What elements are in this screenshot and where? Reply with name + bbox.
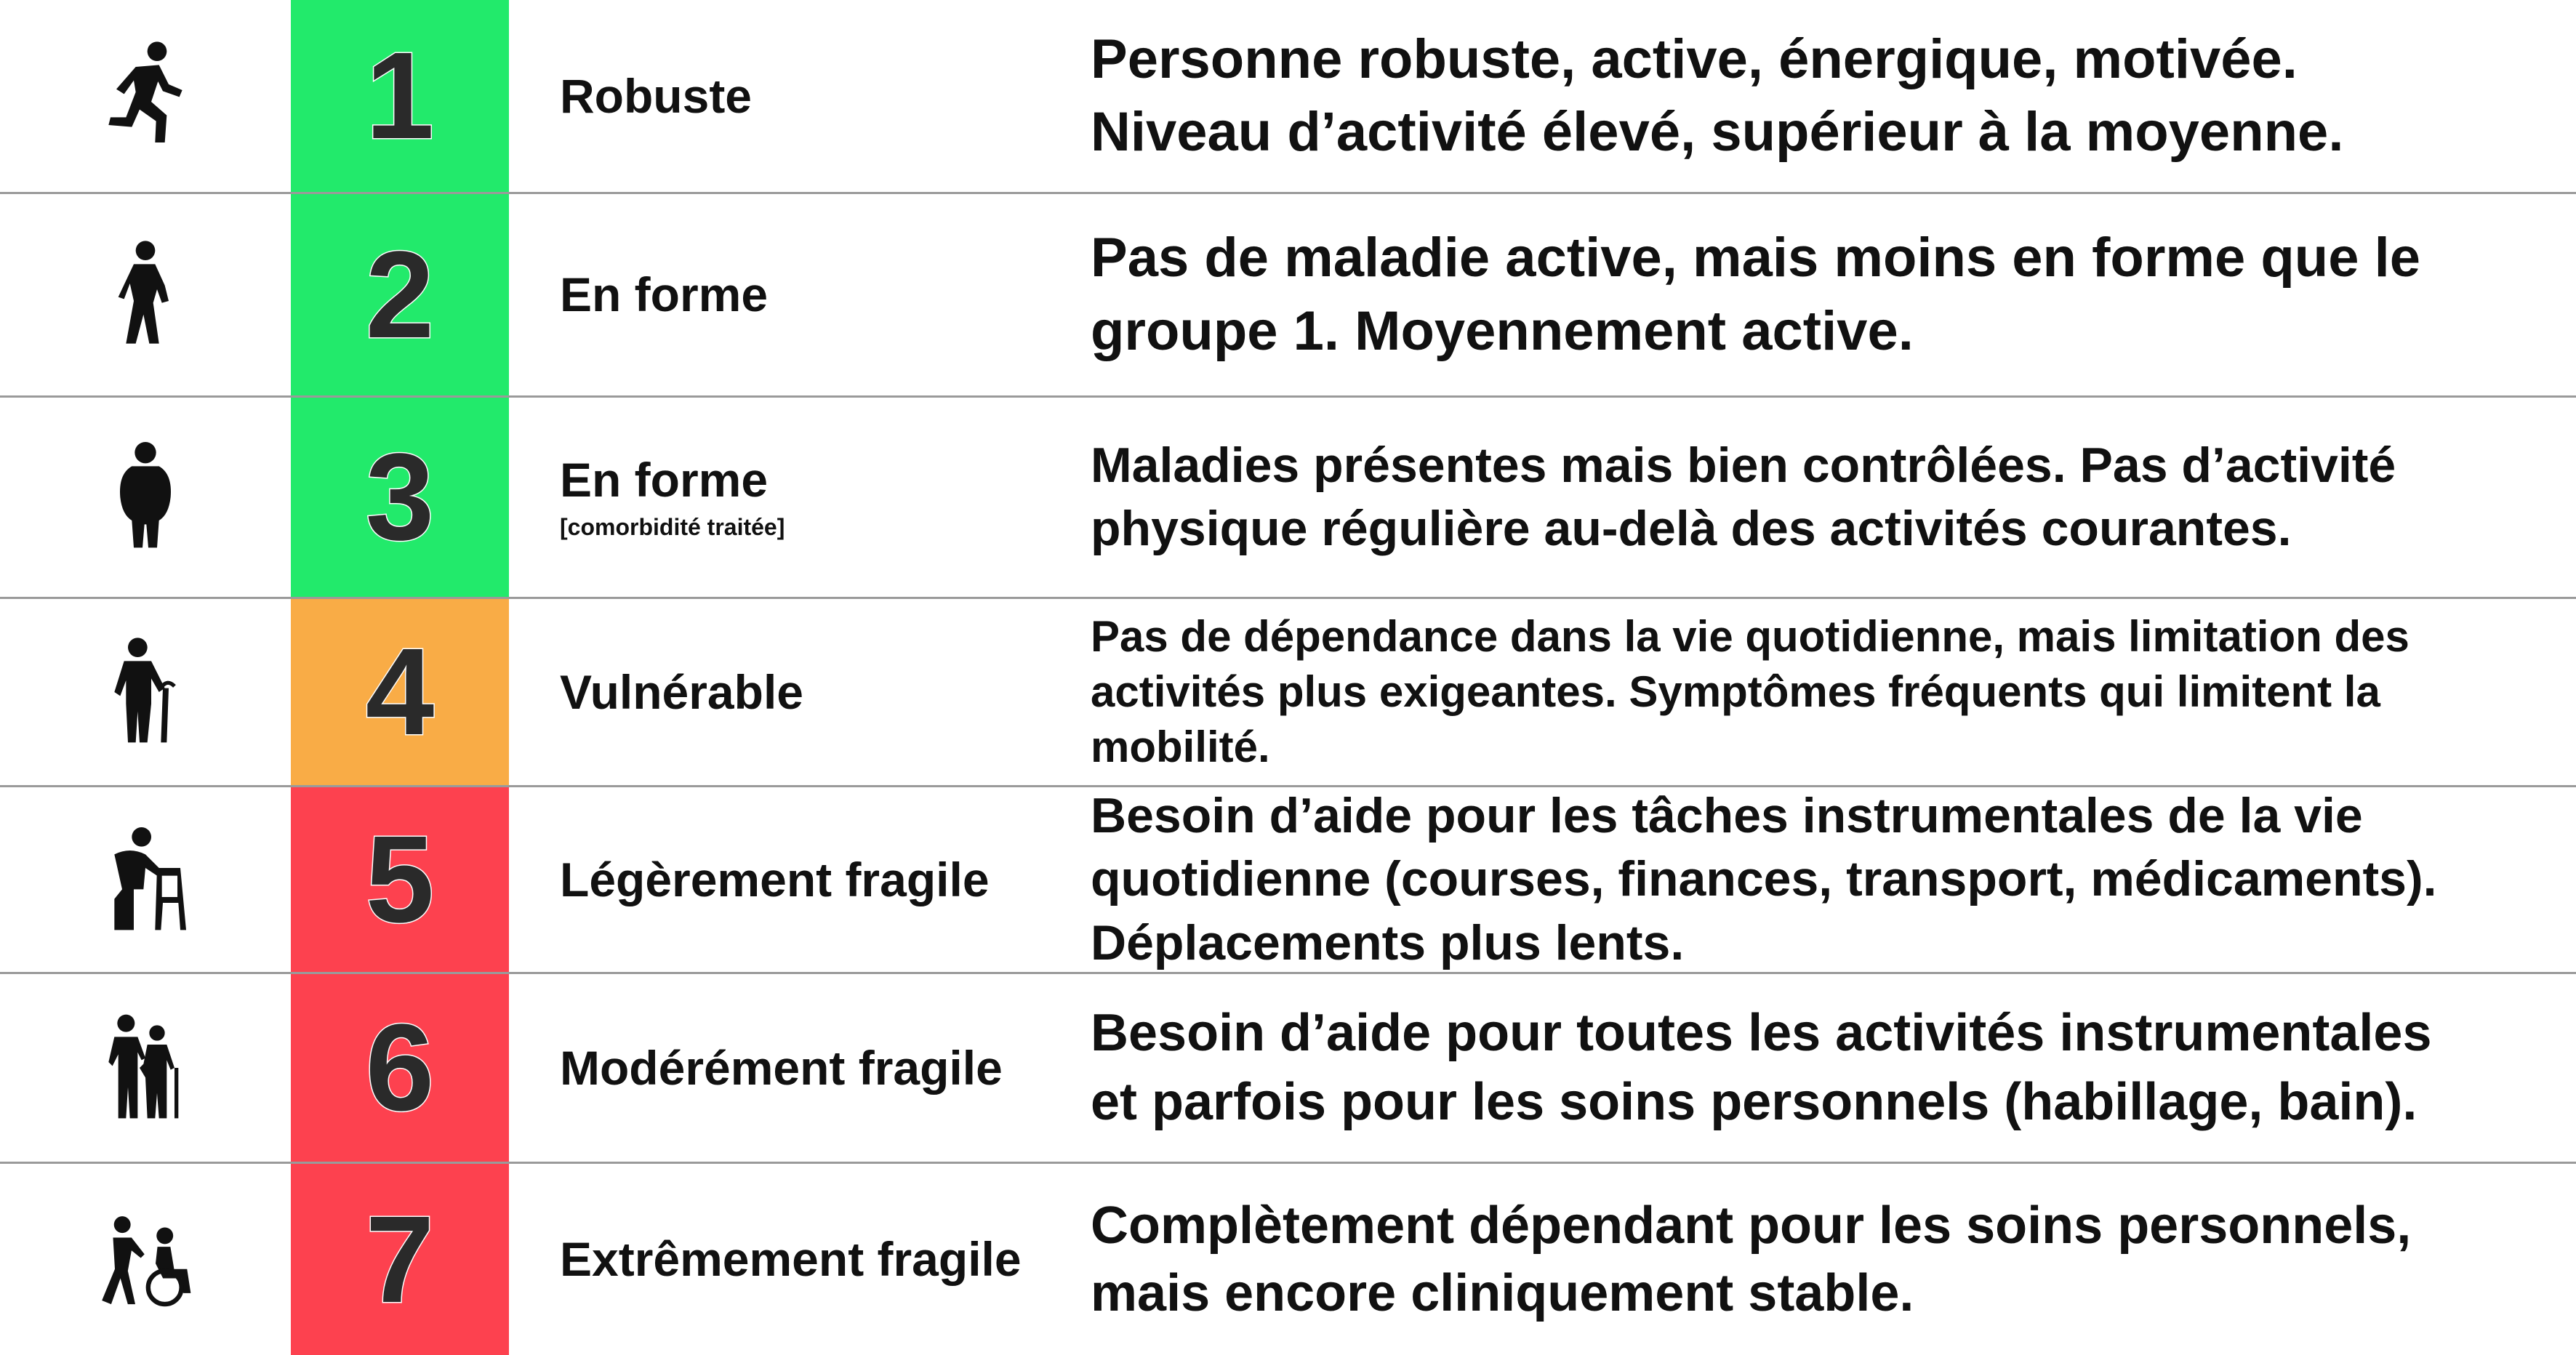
icon-cell — [0, 194, 291, 395]
level-number: 2 — [365, 225, 435, 364]
icon-cell — [0, 1164, 291, 1355]
level-number: 3 — [365, 428, 435, 566]
level-description: Pas de maladie active, mais moins en forme que le groupe 1. Moyennement active. — [1091, 227, 2420, 362]
wheelchair-pushed-icon — [95, 1202, 196, 1318]
level-description: Complètement dépendant pour les soins personnels, mais encore cliniquement stable. — [1091, 1197, 2412, 1322]
scale-row-5 — [0, 787, 2576, 972]
level-description: Besoin d’aide pour les tâches instrumentales de la vie quotidienne (courses, finances, transport, médicaments). Déplacements plus lents. — [1091, 788, 2437, 970]
level-description: Besoin d’aide pour toutes les activités instrumentales et parfois pour les soins personnels (habillage, bain). — [1091, 1003, 2432, 1131]
description-cell — [1091, 0, 2574, 192]
level-label: En forme — [560, 453, 769, 507]
scale-row-4 — [0, 599, 2576, 785]
icon-cell — [0, 398, 291, 597]
icon-cell — [0, 599, 291, 785]
label-cell — [560, 787, 1083, 972]
level-number: 7 — [365, 1190, 435, 1329]
level-number-cell — [291, 787, 509, 972]
scale-row-2 — [0, 194, 2576, 395]
label-cell — [560, 194, 1083, 395]
description-cell — [1091, 599, 2574, 785]
level-description: Personne robuste, active, énergique, motivée. Niveau d’activité élevé, supérieur à la moyenne. — [1091, 28, 2344, 163]
level-number: 1 — [365, 27, 435, 165]
assisted-walking-pair-icon — [95, 1010, 196, 1126]
description-cell — [1091, 398, 2574, 597]
level-description: Pas de dépendance dans la vie quotidienne, mais limitation des activités plus exigeantes. Symptômes fréquents qui limitent la mobilité. — [1091, 611, 2410, 772]
level-label: Légèrement fragile — [560, 852, 990, 906]
icon-cell — [0, 974, 291, 1162]
label-cell — [560, 1164, 1083, 1355]
running-person-icon — [95, 38, 196, 154]
label-cell — [560, 599, 1083, 785]
scale-row-1 — [0, 0, 2576, 192]
level-number-cell — [291, 599, 509, 785]
level-number-cell — [291, 194, 509, 395]
scale-row-7 — [0, 1164, 2576, 1355]
description-cell — [1091, 974, 2574, 1162]
person-with-walker-icon — [95, 821, 196, 938]
level-number: 5 — [365, 811, 435, 949]
level-label: Vulnérable — [560, 664, 803, 719]
label-cell — [560, 398, 1083, 597]
level-number: 6 — [365, 999, 435, 1137]
person-with-cane-icon — [95, 634, 196, 750]
icon-cell — [0, 787, 291, 972]
description-cell — [1091, 787, 2574, 972]
standing-heavy-person-icon — [95, 439, 196, 555]
description-cell — [1091, 1164, 2574, 1355]
level-label: Modérément fragile — [560, 1040, 1003, 1095]
level-number-cell — [291, 1164, 509, 1355]
scale-row-3 — [0, 398, 2576, 597]
level-number: 4 — [365, 623, 435, 761]
label-cell — [560, 974, 1083, 1162]
scale-row-6 — [0, 974, 2576, 1162]
walking-person-icon — [95, 237, 196, 353]
icon-cell — [0, 0, 291, 192]
description-cell — [1091, 194, 2574, 395]
level-label: Extrêmement fragile — [560, 1232, 1022, 1287]
level-number-cell — [291, 398, 509, 597]
level-description: Maladies présentes mais bien contrôlées. Pas d’activité physique régulière au-delà des activités courantes. — [1091, 437, 2396, 556]
level-sublabel: [comorbidité traitée] — [560, 513, 785, 540]
level-label: En forme — [560, 268, 769, 322]
level-number-cell — [291, 0, 509, 192]
label-cell — [560, 0, 1083, 192]
level-label: Robuste — [560, 68, 752, 123]
level-number-cell — [291, 974, 509, 1162]
